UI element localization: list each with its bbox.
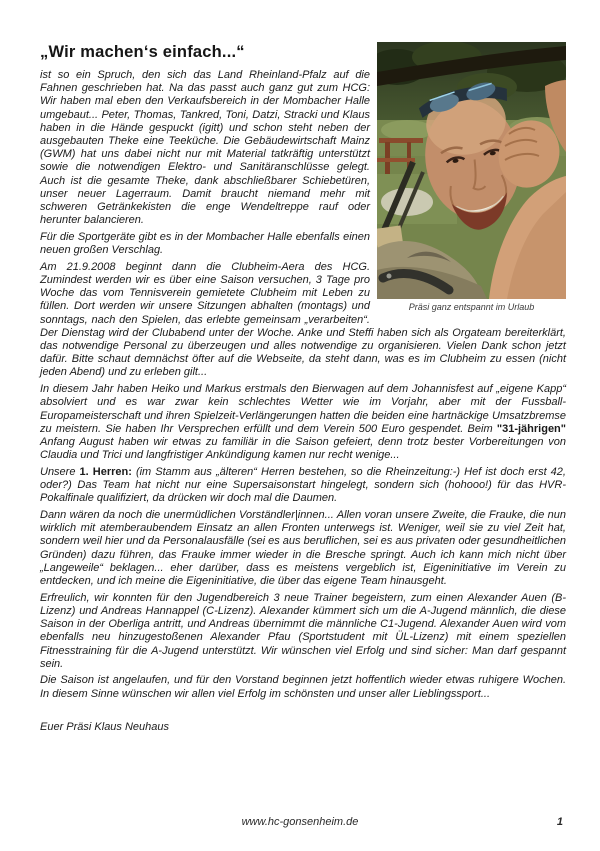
president-photo [377, 42, 566, 299]
paragraph-jugendtrainer: Erfreulich, wir konnten für den Jugendbereich 3 neue Trainer begeistern, zum einen Alexander Auen (B-Lizenz) und Andreas Hannappel (C-Lizenz). Alexander kümmert sich um die A-Jugend männlich, die diese Saison in der Oberliga antritt, und Andreas übernimmt die männliche C1-Jugend. Alexander Auen wird vom ebenfalls neu hinzugestoßenen Alexander Pfau (Sportstudent mit ÜL-Lizenz) mit einem speziellen Fitnesstraining für die A-Jugend unterstützt. Wir wünschen viel Erfolg und sind sicher: Man darf gespannt sein. [40, 591, 566, 670]
photo-caption: Präsi ganz entspannt im Urlaub [408, 302, 535, 312]
page-title: „Wir machen‘s einfach...“ [40, 43, 245, 61]
paragraph-vorstand: Dann wären da noch die unermüdlichen Vorständler|innen... Allen voran unsere Zweite, die Frauke, die nun wirklich mit atemberaubendem Einsatz an allen Fronten unterwegs ist. Weniger, weil sie zu viel Zeit hat, sondern weil hier und da Personalausfälle (sei es aus beruflichen, sei es aus privaten oder gesundheitlichen Gründen) dazu führen, das Frauke immer wieder in die Bresche springt. Auch ich kann mich nicht über „Langeweile“ beklagen... eher darüber, dass es meistens vergeblich ist, Eigeninitiative im Verein zu entdecken, und ich meine die Eigeninitiative, die über das eigene Team hinausgeht. [40, 509, 566, 588]
page-number: 1 [556, 816, 563, 828]
page-content [40, 42, 566, 733]
website-url: www.hc-gonsenheim.de [241, 816, 359, 828]
paragraph-clubheim: Am 21.9.2008 beginnt dann die Clubheim-Aera des HCG. Zumindest werden wir es über eine Saison versuchen, 3 Tage pro Woche das vom Tennisverein gemietete Clubheim mit Leben zu füllen. Dort werden wir unsere Sitzungen abhalten (montags) und sonntags, nach den Spielen, das erlebte gemeinsam „verarbeiten“. Der Dienstag wird der Clubabend unter der Woche. Anke und Steffi haben sich als Orgateam bereiterklärt, das notwendige Personal zu überzeugen und alles notwendige zu organisieren. Vielen Dank schon jetzt dafür. Bitte schaut demnächst öfter auf die Webseite, da steht dann, was es im Clubheim zu essen (nicht jeden Abend) und zu erleben gilt... [40, 260, 566, 379]
page-footer [0, 816, 600, 832]
photo-figure [377, 42, 566, 313]
paragraph-saison: Die Saison ist angelaufen, und für den Vorstand beginnen jetzt hoffentlich wieder etwas ruhigere Wochen. In diesem Sinne wünschen wir allen viel Erfolg im schönsten und unser aller Lieblingssport... [40, 674, 566, 700]
paragraph-johannisfest: In diesem Jahr haben Heiko und Markus erstmals den Bierwagen auf dem Johannisfest auf „eigene Kapp“ absolviert und es war zwar kein schlechtes Wetter wie im Vorjahr, aber mit der Fussball-Europameisterschaft und ihren Spielzeit-Verlängerungen hatten die beiden eine hartnäckige Umsatzbremse zu meistern. Sie haben Ihr Versprechen erfüllt und dem Verein 500 Euro gespendet. Beim "31-jährigen" Anfang August haben wir etwas zu familiär in die Saison gefeiert, denn trotz bester Vorbereitungen von Claudia und Trici und langfristiger Ankündigung kamen nur recht wenige... [40, 383, 566, 462]
paragraph-herren: Unsere 1. Herren: (im Stamm aus „älteren“ Herren bestehen, so die Rheinzeitung:-) Hef ist doch erst 42, oder?) Das Team hat nicht nur eine Supersaisonstart hingelegt, sondern sich (hohooo!) für das HVR-Pokalfinale qualifiziert, da drücken wir doch mal die Daumen. [40, 465, 566, 505]
signature: Euer Präsi Klaus Neuhaus [40, 720, 170, 733]
paragraph-sportgeraete: Für die Sportgeräte gibt es in der Mombacher Halle ebenfalls einen neuen großen Verschlag. [40, 230, 370, 257]
paragraph-intro: ist so ein Spruch, den sich das Land Rheinland-Pfalz auf die Fahnen geschrieben hat. Na das passt auch ganz gut zum HCG: Wir haben mal eben den Verkaufsbereich in der Mombacher Halle umgebaut... Peter, Thomas, Tankred, Toni, Datzi, Stracki und Klaus haben in die Hände gespuckt (igitt) und schon steht neben der ausgebauten Theke eine Teeküche. Die Gebäudewirtschaft Mainz (GWM) hat uns dabei nicht nur mit Material tatkräftig unterstützt sowie die notwendigen Elektro- und Sanitäranschlüsse gelegt. Auch ist die gesamte Theke, dank abschließbarer Schiebetüren, unser neuer Lagerraum. Damit braucht niemand mehr mit schweren Getränkekisten die enge Wendeltreppe rauf oder herunter balancieren. [40, 69, 370, 227]
